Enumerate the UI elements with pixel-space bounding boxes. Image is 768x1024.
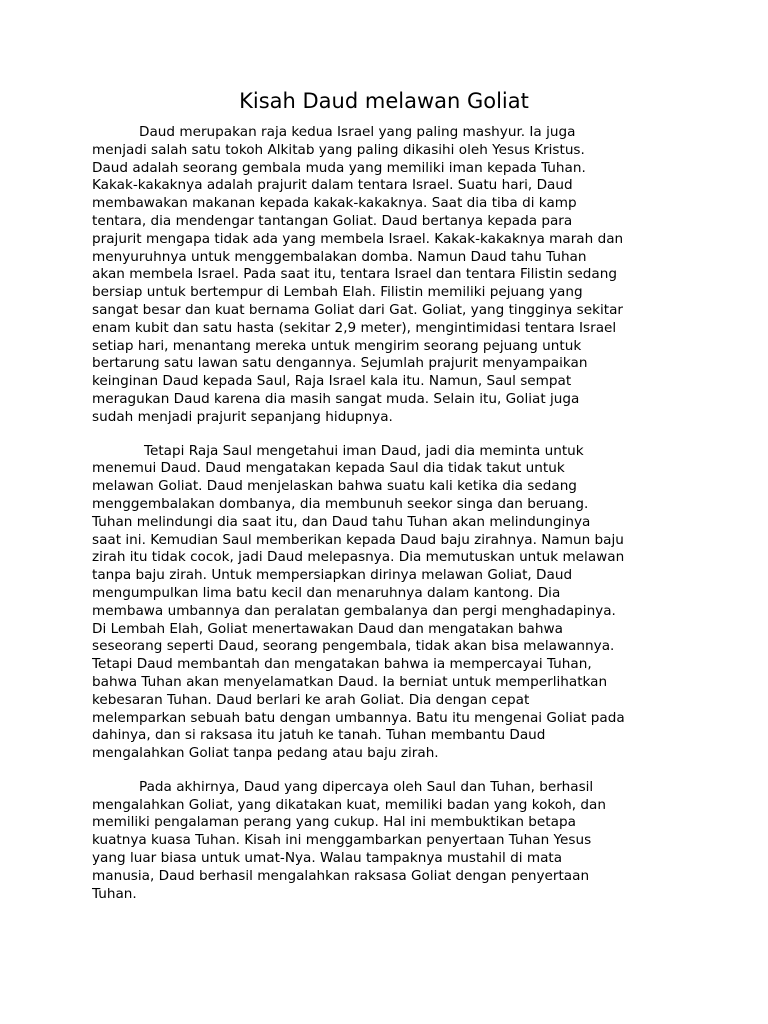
- paragraph-3: [92, 779, 676, 904]
- text-line: mengalahkan Goliat, yang dikatakan kuat, memiliki badan yang kokoh, dan: [92, 796, 606, 813]
- text-line: Di Lembah Elah, Goliat menertawakan Daud dan mengatakan bahwa: [92, 620, 563, 637]
- text-line: menemui Daud. Daud mengatakan kepada Saul dia tidak takut untuk: [92, 460, 565, 477]
- text-line: sangat besar dan kuat bernama Goliat dari Gat. Goliat, yang tingginya sekitar: [92, 301, 624, 318]
- paragraph-1: [92, 124, 676, 427]
- text-line: mengumpulkan lima batu kecil dan menaruhnya dalam kantong. Dia: [92, 584, 561, 601]
- text-line: Pada akhirnya, Daud yang dipercaya oleh Saul dan Tuhan, berhasil: [139, 778, 594, 795]
- text-line: akan membela Israel. Pada saat itu, tentara Israel dan tentara Filistin sedang: [92, 266, 617, 283]
- text-line: membawakan makanan kepada kakak-kakaknya. Saat dia tiba di kamp: [92, 195, 577, 212]
- text-line: Daud merupakan raja kedua Israel yang paling mashyur. Ia juga: [139, 124, 576, 140]
- paragraph-2: [92, 443, 676, 763]
- text-line: zirah itu tidak cocok, jadi Daud melepasnya. Dia memutuskan untuk melawan: [92, 549, 625, 566]
- text-line: seseorang seperti Daud, seorang pengembala, tidak akan bisa melawannya.: [92, 638, 615, 655]
- text-line: menyuruhnya untuk menggembalakan domba. Namun Daud tahu Tuhan: [92, 248, 587, 265]
- text-line: Daud adalah seorang gembala muda yang memiliki iman kepada Tuhan.: [92, 159, 586, 176]
- text-line: mengalahkan Goliat tanpa pedang atau baju zirah.: [92, 745, 439, 762]
- text-line: enam kubit dan satu hasta (sekitar 2,9 meter), mengintimidasi tentara Israel: [92, 319, 617, 336]
- text-line: keinginan Daud kepada Saul, Raja Israel kala itu. Namun, Saul sempat: [92, 373, 572, 390]
- text-line: prajurit mengapa tidak ada yang membela Israel. Kakak-kakaknya marah dan: [92, 230, 624, 247]
- text-line: dahinya, dan si raksasa itu jatuh ke tanah. Tuhan membantu Daud: [92, 727, 546, 744]
- text-line: sudah menjadi prajurit sepanjang hidupnya.: [92, 408, 393, 425]
- text-line: menjadi salah satu tokoh Alkitab yang paling dikasihi oleh Yesus Kristus.: [92, 141, 585, 158]
- text-line: membawa umbannya dan peralatan gembalanya dan pergi menghadapinya.: [92, 602, 616, 619]
- document-title: Kisah Daud melawan Goliat: [239, 89, 529, 113]
- text-line: manusia, Daud berhasil mengalahkan raksasa Goliat dengan penyertaan: [92, 867, 590, 884]
- text-line: Tetapi Daud membantah dan mengatakan bahwa ia mempercayai Tuhan,: [92, 656, 592, 673]
- document-page: [92, 86, 676, 903]
- text-line: menggembalakan dombanya, dia membunuh seekor singa dan beruang.: [92, 495, 589, 512]
- text-line: saat ini. Kemudian Saul memberikan kepada Daud baju zirahnya. Namun baju: [92, 531, 624, 548]
- text-line: yang luar biasa untuk umat-Nya. Walau tampaknya mustahil di mata: [92, 850, 563, 867]
- text-line: Tuhan.: [92, 885, 137, 902]
- text-line: kebesaran Tuhan. Daud berlari ke arah Goliat. Dia dengan cepat: [92, 691, 530, 708]
- text-line: bersiap untuk bertempur di Lembah Elah. Filistin memiliki pejuang yang: [92, 284, 583, 301]
- text-line: setiap hari, menantang mereka untuk mengirim seorang pejuang untuk: [92, 337, 582, 354]
- text-line: bertarung satu lawan satu dengannya. Sejumlah prajurit menyampaikan: [92, 355, 588, 372]
- text-line: melawan Goliat. Daud menjelaskan bahwa suatu kali ketika dia sedang: [92, 478, 577, 495]
- text-line: bahwa Tuhan akan menyelamatkan Daud. Ia berniat untuk memperlihatkan: [92, 673, 608, 690]
- text-line: Kakak-kakaknya adalah prajurit dalam tentara Israel. Suatu hari, Daud: [92, 177, 573, 194]
- text-line: tentara, dia mendengar tantangan Goliat. Daud bertanya kepada para: [92, 212, 573, 229]
- text-line: kuatnya kuasa Tuhan. Kisah ini menggambarkan penyertaan Tuhan Yesus: [92, 832, 592, 849]
- text-line: melemparkan sebuah batu dengan umbannya. Batu itu mengenai Goliat pada: [92, 709, 625, 726]
- text-line: meragukan Daud karena dia masih sangat muda. Selain itu, Goliat juga: [92, 390, 580, 407]
- text-line: tanpa baju zirah. Untuk mempersiapkan dirinya melawan Goliat, Daud: [92, 567, 573, 584]
- text-line: Tuhan melindungi dia saat itu, dan Daud tahu Tuhan akan melindunginya: [92, 513, 591, 530]
- text-line: memiliki pengalaman perang yang cukup. Hal ini membuktikan betapa: [92, 814, 576, 831]
- text-line: Tetapi Raja Saul mengetahui iman Daud, jadi dia meminta untuk: [144, 442, 584, 459]
